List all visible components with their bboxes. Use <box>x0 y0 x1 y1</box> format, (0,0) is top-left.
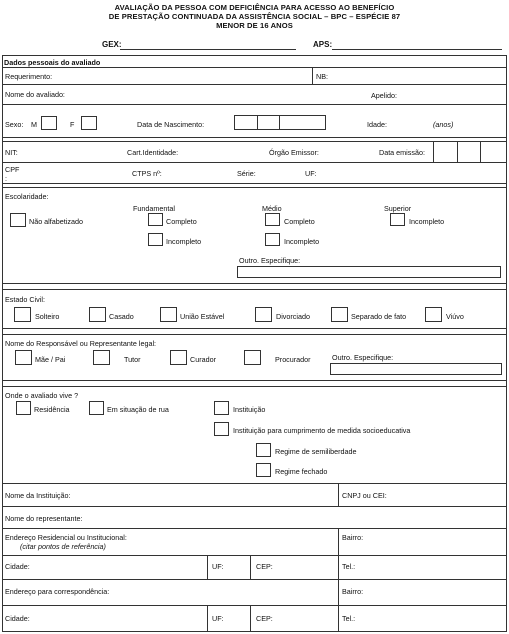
form-title-line2: DE PRESTAÇÃO CONTINUADA DA ASSISTÊNCIA SOCIAL – BPC – ESPÉCIE 87 <box>108 12 401 21</box>
form-title-line3: MENOR DE 16 ANOS <box>216 21 293 30</box>
cep-label: CEP: <box>256 562 273 571</box>
divorciado-label: Divorciado <box>276 312 310 321</box>
divider <box>312 67 313 84</box>
uf2-label: UF: <box>212 614 224 623</box>
regime-fechado-label: Regime fechado <box>275 467 328 476</box>
cidade2-label: Cidade: <box>5 614 30 623</box>
divider <box>257 115 258 130</box>
divider <box>2 104 507 105</box>
estado-civil-label: Estado Civil: <box>5 295 45 304</box>
divider <box>2 528 507 529</box>
divider <box>2 137 507 138</box>
procurador-label: Procurador <box>275 355 311 364</box>
uf-field-label: UF: <box>212 562 224 571</box>
medio-completo-checkbox[interactable] <box>265 213 280 226</box>
divider <box>2 555 507 556</box>
nao-alfabetizado-label: Não alfabetizado <box>29 217 83 226</box>
uniao-estavel-checkbox[interactable] <box>160 307 177 322</box>
nao-alfabetizado-checkbox[interactable] <box>10 213 26 227</box>
superior-completo-checkbox[interactable] <box>390 213 405 226</box>
tel2-label: Tel.: <box>342 614 356 623</box>
fundamental-completo-checkbox[interactable] <box>148 213 163 226</box>
anos-label: (anos) <box>433 120 454 129</box>
requerimento-label: Requerimento: <box>5 72 53 81</box>
fundamental-incompleto-checkbox[interactable] <box>148 233 163 246</box>
divider <box>250 555 251 579</box>
viuvo-label: Viúvo <box>446 312 464 321</box>
instituicao-label: Instituição <box>233 405 266 414</box>
responsavel-outro-label: Outro. Especifique: <box>332 353 394 362</box>
orgao-emissor-label: Órgão Emissor: <box>269 148 319 157</box>
divider <box>2 605 507 606</box>
medio-completo-label: Completo <box>284 217 315 226</box>
nascimento-label: Data de Nascimento: <box>137 120 205 129</box>
divider <box>2 141 507 142</box>
gex-label: GEX: <box>102 40 122 49</box>
divider <box>480 141 481 162</box>
cidade-label: Cidade: <box>5 562 30 571</box>
situacao-rua-checkbox[interactable] <box>89 401 104 415</box>
nit-label: NIT: <box>5 148 18 157</box>
situacao-rua-label: Em situação de rua <box>107 405 169 414</box>
divider <box>457 141 458 162</box>
cep2-label: CEP: <box>256 614 273 623</box>
viuvo-checkbox[interactable] <box>425 307 442 322</box>
nome-representante-label: Nome do representante: <box>5 514 83 523</box>
aps-field[interactable] <box>332 49 502 50</box>
procurador-checkbox[interactable] <box>244 350 261 365</box>
escolaridade-outro-label: Outro. Especifique: <box>239 256 301 265</box>
divider <box>338 579 339 605</box>
sexo-f-label: F <box>70 120 75 129</box>
sexo-f-checkbox[interactable] <box>81 116 97 130</box>
referencia-note: (citar pontos de referência) <box>20 542 106 551</box>
separado-checkbox[interactable] <box>331 307 348 322</box>
fundamental-incompleto-label: Incompleto <box>166 237 202 246</box>
residencia-label: Residência <box>34 405 70 414</box>
data-emissao-label: Data emissão: <box>379 148 425 157</box>
personal-section-title: Dados pessoais do avaliado <box>4 58 101 67</box>
divider <box>2 328 507 329</box>
divider <box>2 386 507 387</box>
medio-incompleto-checkbox[interactable] <box>265 233 280 246</box>
divider <box>207 605 208 632</box>
instituicao-checkbox[interactable] <box>214 401 229 415</box>
separado-label: Separado de fato <box>351 312 407 321</box>
cpf-colon: : <box>5 174 7 183</box>
fundamental-label: Fundamental <box>133 204 175 213</box>
sexo-label: Sexo: <box>5 120 24 129</box>
socioeducativa-label: Instituição para cumprimento de medida socioeducativa <box>233 426 411 435</box>
regime-fechado-checkbox[interactable] <box>256 463 271 477</box>
divider <box>2 67 507 68</box>
divorciado-checkbox[interactable] <box>255 307 272 322</box>
nome-instituicao-label: Nome da Instituição: <box>5 491 71 500</box>
aps-label: APS: <box>313 40 333 49</box>
divider <box>2 380 507 381</box>
solteiro-checkbox[interactable] <box>14 307 31 322</box>
apelido-label: Apelido: <box>371 91 397 100</box>
correspondencia-label: Endereço para correspondência: <box>5 587 110 596</box>
escolaridade-label: Escolaridade: <box>5 192 49 201</box>
nome-avaliado-label: Nome do avaliado: <box>5 90 65 99</box>
form-title-line1: AVALIAÇÃO DA PESSOA COM DEFICIÊNCIA PARA ACESSO AO BENEFÍCIO <box>114 3 395 12</box>
divider <box>2 483 507 484</box>
tutor-checkbox[interactable] <box>93 350 110 365</box>
sexo-m-label: M <box>31 120 37 129</box>
divider <box>433 141 434 162</box>
nb-label: NB: <box>316 72 328 81</box>
superior-label: Superior <box>384 204 412 213</box>
semiliberdade-checkbox[interactable] <box>256 443 271 457</box>
divider <box>279 115 280 130</box>
divider <box>2 506 507 507</box>
ctps-label: CTPS nº: <box>132 169 162 178</box>
divider <box>2 187 507 188</box>
medio-incompleto-label: Incompleto <box>284 237 320 246</box>
nascimento-field[interactable] <box>234 115 326 130</box>
divider <box>2 162 507 163</box>
divider <box>2 183 507 184</box>
residencia-checkbox[interactable] <box>16 401 31 415</box>
serie-label: Série: <box>237 169 256 178</box>
curador-checkbox[interactable] <box>170 350 187 365</box>
fundamental-completo-label: Completo <box>166 217 197 226</box>
curador-label: Curador <box>190 355 216 364</box>
divider <box>2 84 507 85</box>
bairro2-label: Bairro: <box>342 587 364 596</box>
casado-checkbox[interactable] <box>89 307 106 322</box>
superior-incompleto-label: Incompleto <box>409 217 445 226</box>
gex-field[interactable] <box>120 49 296 50</box>
bairro-label: Bairro: <box>342 533 364 542</box>
semiliberdade-label: Regime de semiliberdade <box>275 447 357 456</box>
uniao-estavel-label: União Estável <box>180 312 225 321</box>
tutor-label: Tutor <box>124 355 141 364</box>
escolaridade-outro-field[interactable] <box>237 266 501 278</box>
divider <box>338 555 339 579</box>
divider <box>338 483 339 506</box>
socioeducativa-checkbox[interactable] <box>214 422 229 436</box>
uf-label: UF: <box>305 169 317 178</box>
identidade-label: Cart.Identidade: <box>127 148 179 157</box>
idade-label: Idade: <box>367 120 387 129</box>
divider <box>2 283 507 284</box>
tel-label: Tel.: <box>342 562 356 571</box>
solteiro-label: Solteiro <box>35 312 60 321</box>
mae-pai-label: Mãe / Pai <box>35 355 66 364</box>
onde-vive-label: Onde o avaliado vive ? <box>5 391 79 400</box>
cpf-label: CPF <box>5 165 20 174</box>
endereco-label: Endereço Residencial ou Institucional: <box>5 533 127 542</box>
divider <box>2 579 507 580</box>
divider <box>338 605 339 632</box>
sexo-m-checkbox[interactable] <box>41 116 57 130</box>
mae-pai-checkbox[interactable] <box>15 350 32 365</box>
divider <box>250 605 251 632</box>
medio-label: Médio <box>262 204 282 213</box>
divider <box>207 555 208 579</box>
responsavel-outro-field[interactable] <box>330 363 502 375</box>
divider <box>2 289 507 290</box>
cnpj-label: CNPJ ou CEI: <box>342 491 387 500</box>
responsavel-label: Nome do Responsável ou Representante legal: <box>5 339 157 348</box>
casado-label: Casado <box>109 312 134 321</box>
divider <box>2 334 507 335</box>
divider <box>338 528 339 555</box>
